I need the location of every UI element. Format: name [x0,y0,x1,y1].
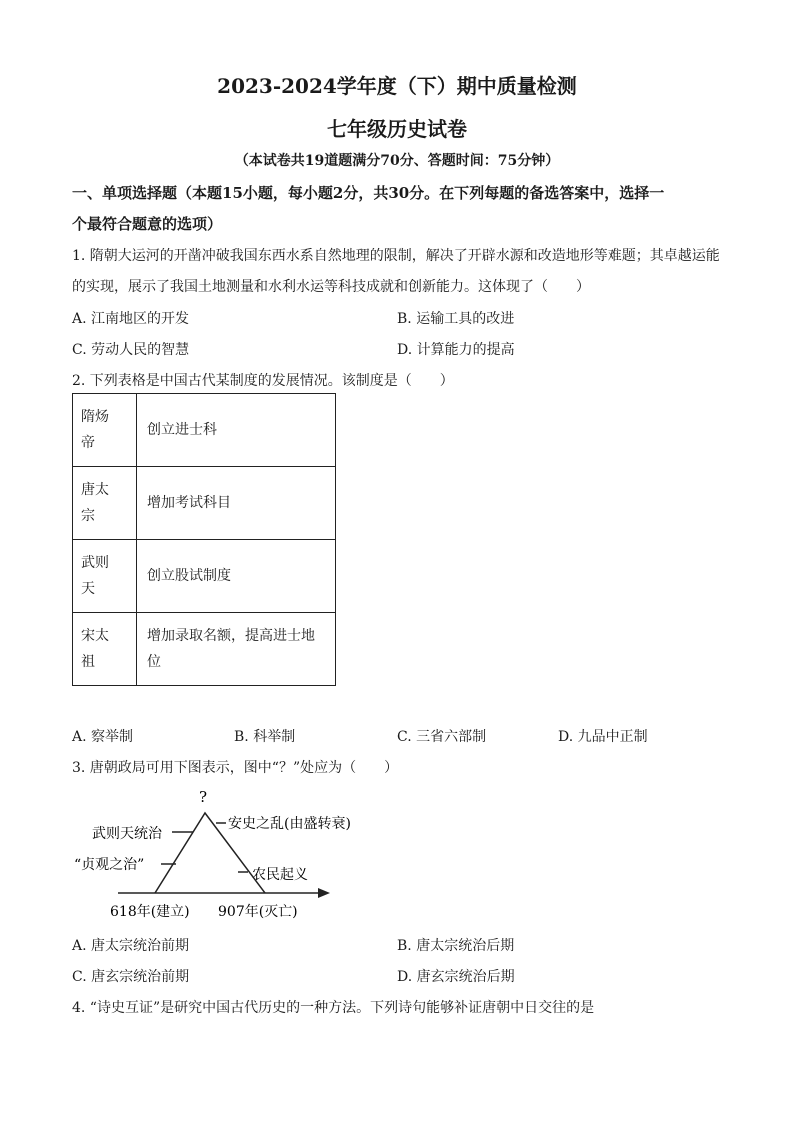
table-row [73,394,336,467]
question-3-option-a[interactable]: A. 唐太宗统治前期 [72,938,190,954]
table-cell-ruler: 宋太 祖 [73,613,137,686]
question-1-option-d[interactable]: D. 计算能力的提高 [397,342,515,358]
diagram-left-upper-label: 武则天统治 [92,826,162,842]
question-3-option-c[interactable]: C. 唐玄宗统治前期 [72,969,190,985]
section-heading-line1: 一、单项选择题（本题15小题，每小题2分，共30分。在下列每题的备选答案中，选择一 [72,184,665,202]
diagram-base-left-label: 618年(建立) [110,904,190,920]
table-row [73,613,336,686]
table-cell-ruler: 武则 天 [73,540,137,613]
question-1-stem-line2: 的实现，展示了我国土地测量和水利水运等科技成就和创新能力。这体现了（ ） [72,279,590,295]
section-heading-line2: 个最符合题意的选项） [72,215,223,233]
diagram-right-upper-label: 安史之乱(由盛转衰) [228,816,351,832]
table-cell-measure: 增加录取名额，提高进士地 位 [137,613,336,686]
question-1-stem-line1: 1. 隋朝大运河的开凿冲破我国东西水系自然地理的限制，解决了开辟水源和改造地形等难题；其卓越运能 [72,248,720,264]
diagram-right-lower-label: 农民起义 [252,867,308,883]
question-1-option-a[interactable]: A. 江南地区的开发 [72,311,190,327]
diagram-apex-label: ? [198,788,208,806]
question-2-option-d[interactable]: D. 九品中正制 [558,729,648,745]
question-3-stem: 3. 唐朝政局可用下图表示，图中“？”处应为（ ） [72,760,399,776]
table-cell-ruler: 唐太 宗 [73,467,137,540]
table-row [73,467,336,540]
exam-title: 2023-2024学年度（下）期中质量检测 [217,74,577,98]
diagram-base-right-label: 907年(灭亡) [218,904,298,920]
question-2-stem: 2. 下列表格是中国古代某制度的发展情况。该制度是（ ） [72,373,454,389]
question-2-option-b[interactable]: B. 科举制 [234,729,296,745]
table-cell-measure: 创立进士科 [137,394,336,467]
question-1-option-b[interactable]: B. 运输工具的改进 [397,311,515,327]
question-1-option-c[interactable]: C. 劳动人民的智慧 [72,342,190,358]
table-row [73,540,336,613]
diagram-left-lower-label: “贞观之治” [74,857,145,873]
tang-politics-diagram [0,780,794,930]
question-2-option-c[interactable]: C. 三省六部制 [397,729,487,745]
table-cell-measure: 增加考试科目 [137,467,336,540]
exam-info: （本试卷共19道题满分70分、答题时间：75分钟） [234,153,560,169]
question-2-option-a[interactable]: A. 察举制 [72,729,134,745]
exam-subtitle: 七年级历史试卷 [327,117,467,141]
table-cell-ruler: 隋炀 帝 [73,394,137,467]
table-cell-measure: 创立股试制度 [137,540,336,613]
question-3-option-b[interactable]: B. 唐太宗统治后期 [397,938,515,954]
question-2-table [72,393,336,686]
question-3-option-d[interactable]: D. 唐玄宗统治后期 [397,969,515,985]
arrow-head-icon [318,888,330,898]
question-4-stem: 4. “诗史互证”是研究中国古代历史的一种方法。下列诗句能够补证唐朝中日交往的是 [72,1000,595,1016]
